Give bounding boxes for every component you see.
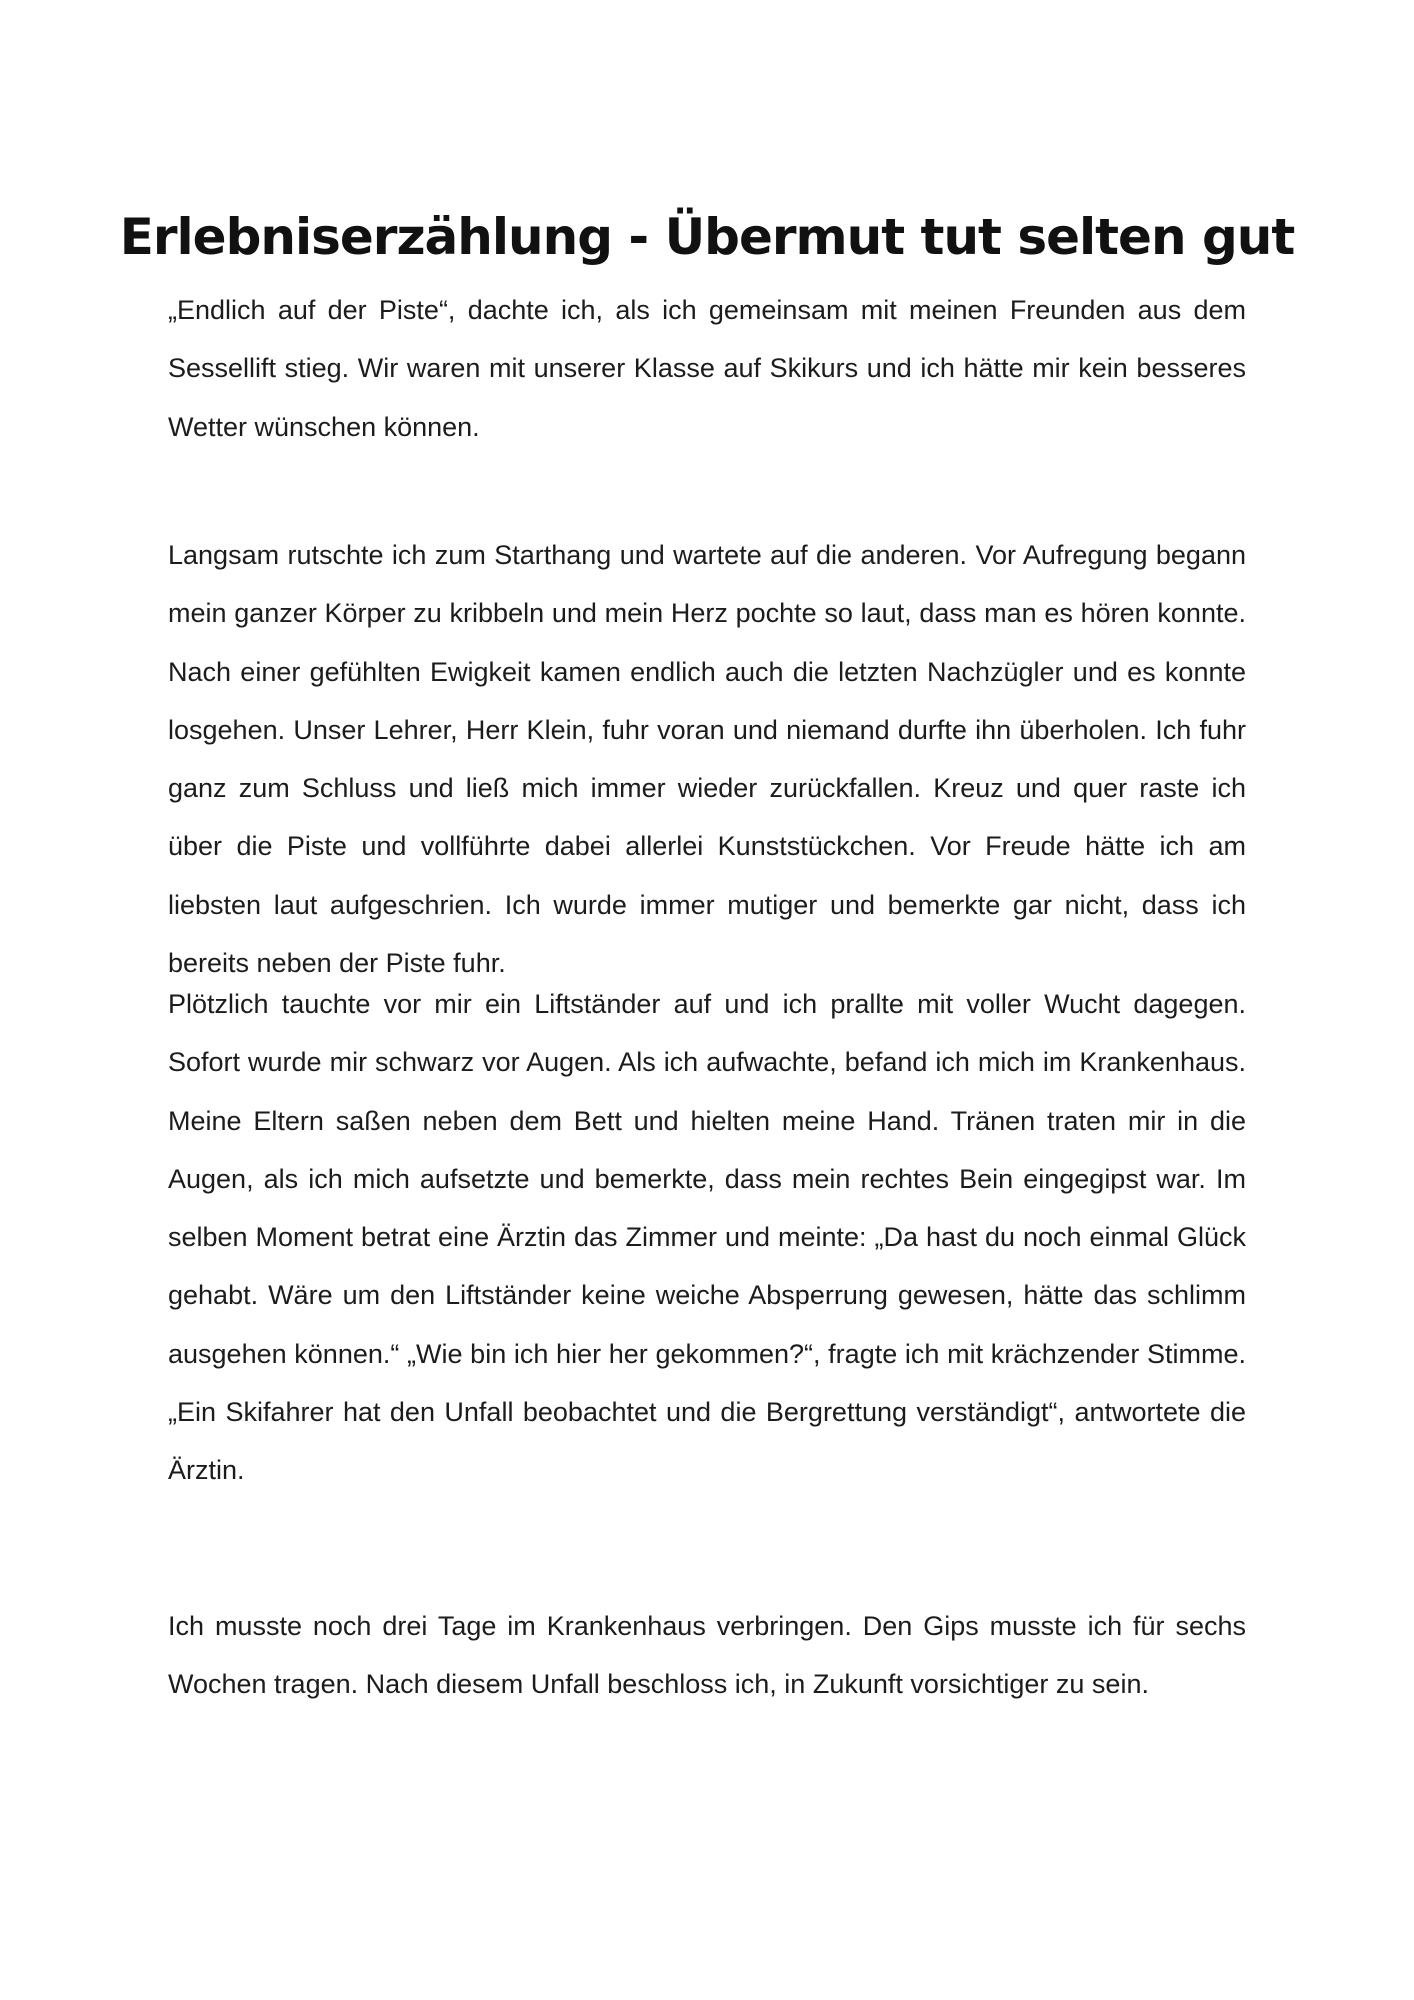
paragraph-intro: „Endlich auf der Piste“, dachte ich, als ich gemeinsam mit meinen Freunden aus dem Sessellift stieg. Wir waren mit unserer Klasse auf Skikurs und ich hätte mir kein besseres Wetter wünschen können. bbox=[168, 295, 1246, 442]
paragraph-accident: Plötzlich tauchte vor mir ein Liftständer auf und ich prallte mit voller Wucht dagegen. Sofort wurde mir schwarz vor Augen. Als ich aufwachte, befand ich mich im Krankenhaus. Meine Eltern saßen neben dem Bett und hielten meine Hand. Tränen traten mir in die Augen, als ich mich aufsetzte und bemerkte, dass mein rechtes Bein eingegipst war. Im selben Moment betrat eine Ärztin das Zimmer und meinte: „Da hast du noch einmal Glück gehabt. Wäre um den Liftständer keine weiche Absperrung gewesen, hätte das schlimm ausgehen können.“ „Wie bin ich hier her gekommen?“, fragte ich mit krächzender Stimme. „Ein Skifahrer hat den Unfall beobachtet und die Bergrettung verständigt“, antwortete die Ärztin. bbox=[168, 989, 1246, 1486]
paragraph-conclusion: Ich musste noch drei Tage im Krankenhaus verbringen. Den Gips musste ich für sechs Wochen tragen. Nach diesem Unfall beschloss ich, in Zukunft vorsichtiger zu sein. bbox=[168, 1611, 1246, 1700]
page-title: Erlebniserzählung - Übermut tut selten gut bbox=[119, 207, 1295, 266]
paragraph-ski-run: Langsam rutschte ich zum Starthang und wartete auf die anderen. Vor Aufregung begann mein ganzer Körper zu kribbeln und mein Herz pochte so laut, dass man es hören konnte. Nach einer gefühlten Ewigkeit kamen endlich auch die letzten Nachzügler und es konnte losgehen. Unser Lehrer, Herr Klein, fuhr voran und niemand durfte ihn überholen. Ich fuhr ganz zum Schluss und ließ mich immer wieder zurückfallen. Kreuz und quer raste ich über die Piste und vollführte dabei allerlei Kunststückchen. Vor Freude hätte ich am liebsten laut aufgeschrien. Ich wurde immer mutiger und bemerkte gar nicht, dass ich bereits neben der Piste fuhr. bbox=[168, 540, 1246, 979]
